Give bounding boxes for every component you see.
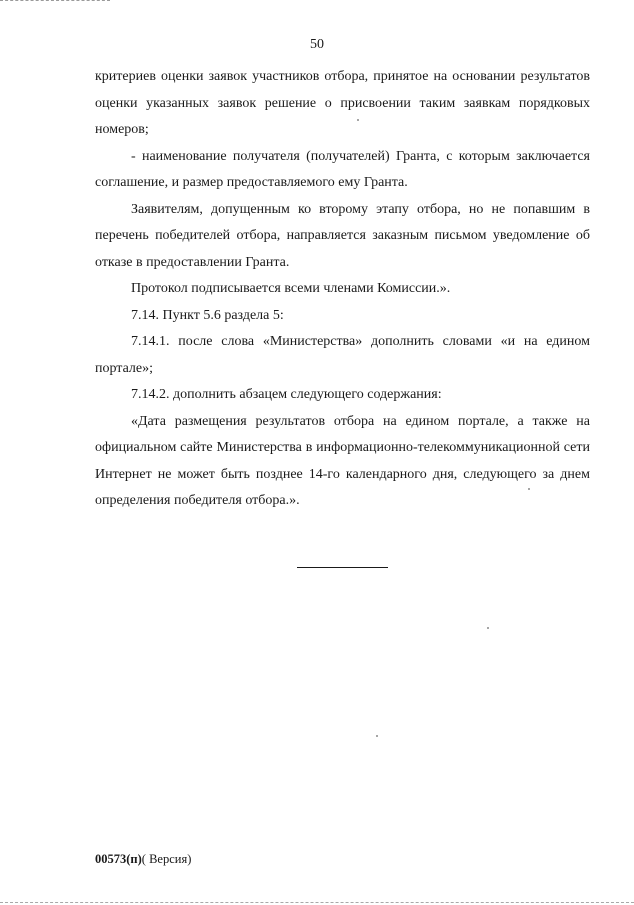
document-body [95,64,590,515]
paragraph-criteria: критериев оценки заявок участников отбора, принятое на основании результатов оценки указанных заявок решение о присвоении таким заявкам порядковых номеров; [95,69,590,137]
document-version: ( Версия) [141,852,192,866]
scan-speck [528,488,530,490]
separator-line [297,567,388,568]
scan-speck [357,119,359,121]
paragraph-publication-date: «Дата размещения результатов отбора на едином портале, а также на официальном сайте Министерства в информационно-телекоммуникационной сети Интернет не может быть позднее 14-го календарного дня, следующего за днем определения победителя отбора.». [95,413,590,508]
paragraph-item-7-14-2: 7.14.2. дополнить абзацем следующего содержания: [131,387,442,402]
scan-edge-top [0,0,110,3]
paragraph-rejection-notice: Заявителям, допущенным ко второму этапу отбора, но не попавшим в перечень победителей отбора, направляется заказным письмом уведомление об отказе в предоставлении Гранта. [95,201,590,270]
page-number: 50 [310,37,324,52]
paragraph-item-7-14: 7.14. Пункт 5.6 раздела 5: [131,307,284,323]
scan-speck [487,627,489,629]
scan-speck [376,735,378,737]
document-code-number: 00573(п) [95,852,142,866]
scan-edge-bottom [0,902,634,903]
paragraph-protocol-signed: Протокол подписывается всеми членами Комиссии.». [131,281,451,296]
document-code [95,852,191,867]
paragraph-recipient-name: - наименование получателя (получателей) Гранта, с которым заключается соглашение, и размер предоставляемого ему Гранта. [95,148,590,190]
paragraph-item-7-14-1: 7.14.1. после слова «Министерства» дополнить словами «и на едином портале»; [95,334,590,376]
